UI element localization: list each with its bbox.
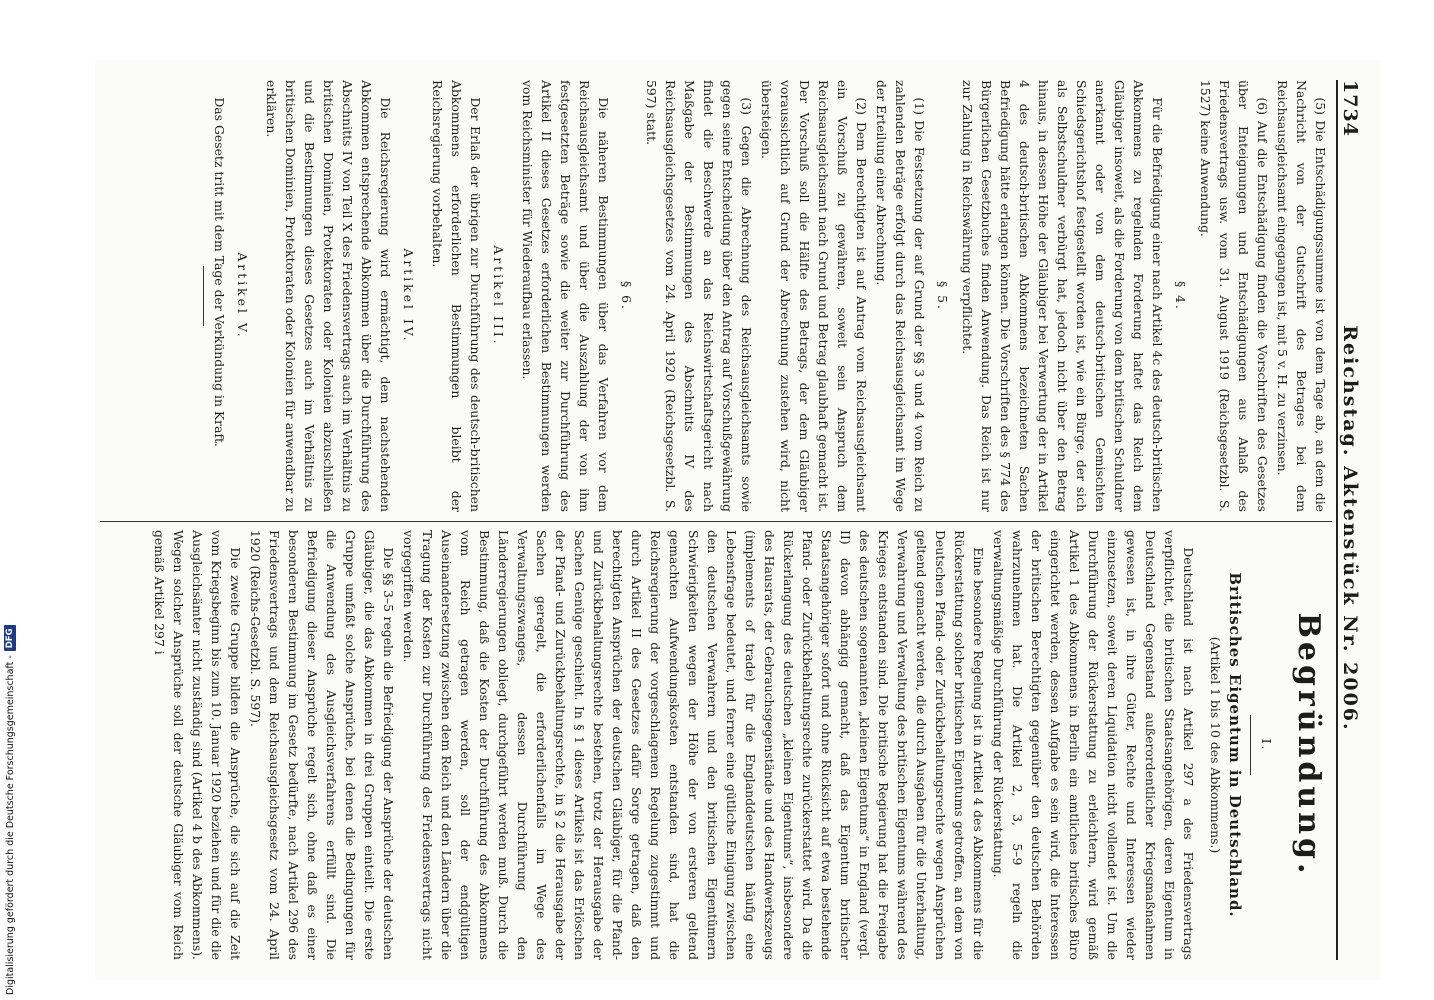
body-paragraph: Eine besondere Regelung ist in Artikel 4 des Abkommens für die Rückerstattung solcher britischen Eigentums getroffen, an dem von Deutschen Pfand- oder Zurückbehaltungsrechte wegen Ansprüchen geltend gemacht werden, die durch Ausgaben für die Unterhaltung, Verwahrung und Verwaltung des britischen Eigentums während des Krieges entstanden sind. Die britische Regierung hat die Freigabe des deutschen sogenannten „kleinen Eigentums“ in England (vergl. II) davon abhängig gemacht, daß das Eigentum britischer Staatsangehöriger sofort und ohne Rücksicht auf etwa bestehende Pfand- oder Zurückbehaltungsrechte zurückerstattet wird. Da die Rückerlangung des deutschen „kleinen Eigentums“, insbesondere des Hausrats, der Gebrauchsgegenstände und des Handwerkszeugs (implements of trade) für die Englanddeutschen häufig eine Lebensfrage bedeutet, und ferner eine gütliche Einigung zwischen den deutschen Verwahrern und den britischen Eigentümern Schwierigkeiten wegen der Höhe der von ersteren geltend gemachten Aufwendungskosten entstanden sind, hat die Reichsregierung der vorgeschlagenen Regelung zugestimmt und durch Artikel II des Gesetzes dafür Sorge getragen, daß den berechtigten Ansprüchen der deutschen Gläubiger, für die Pfand- und Zurückbehaltungsrechte bestehen, trotz der Herausgabe der Sachen Genüge geschieht. In § 1 dieses Artikels ist das Erlöschen der Pfand- und Zurückbehaltungsrechte, in § 2 die Herausgabe der Sachen geregelt, die erforderlichenfalls im Wege des Verwaltungszwanges, dessen Durchführung den Länderregierungen obliegt, durchgeführt werden muß. Durch die Bestimmung, daß die Kosten der Durchführung des Abkommens vom Reich getragen werden, soll der endgültigen Auseinandersetzung zwischen dem Reich und den Ländern über die Tragung der Kosten zur Durchführung des Friedensvertrags nicht vorgegriffen werden. xyxy=(401,530,986,960)
body-paragraph: Die zweite Gruppe bilden die Ansprüche, die sich auf die Zeit vom Kriegsbeginn bis zum 10. Januar 1920 beziehen und für die die Ausgleichsämter nicht zuständig sind (Artikel 4 b des Abkommens). Wegen solcher Ansprüche soll der deutsche Gläubiger vom Reich gemäß Artikel 297 i xyxy=(152,530,243,960)
section-subheading: (Artikel 1 bis 10 des Abkommens.) xyxy=(1208,636,1223,854)
body-paragraph: Die §§ 3–5 regeln die Befriedigung der Ansprüche der deutschen Gläubiger, die das Abkommen in drei Gruppen einteilt. Die erste Gruppe umfaßt solche Ansprüche, bei denen die Bedingungen für die Anwendung des Ausgleichsverfahrens erfüllt sind. Die Befriedigung dieser Ansprüche regelt sich, ohne daß es einer besonderen Bestimmung im Gesetz bedürfte, nach Artikel 296 des Friedensvertrags und dem Reichsausgleichsgesetz vom 24. April 1920 (Reichs-Gesetzbl. S. 597). xyxy=(248,530,396,960)
article-heading: Artikel III. xyxy=(491,245,506,347)
body-paragraph: (2) Dem Berechtigten ist auf Antrag vom Reichsausgleichsamt ein Vorschuß zu gewähren, soweit sein Anspruch dem Reichsausgleichsamt nach Grund und Betrag glaubhaft gemacht ist. Der Vorschuß soll die Hälfte des Betrags, der dem Gläubiger voraussichtlich auf Grund der Abrechnung zustehen wird, nicht übersteigen. xyxy=(759,80,869,512)
section-heading: Britisches Eigentum in Deutschland. xyxy=(1226,572,1244,918)
page-header-title: Reichstag. Aktenstück Nr. 2006. xyxy=(1339,325,1361,732)
left-column xyxy=(100,80,1330,512)
dfg-logo: DFG xyxy=(4,625,16,651)
body-paragraph: (3) Gegen die Abrechnung des Reichsausgleichsamts sowie gegen seine Entscheidung über den Antrag auf Vorschußgewährung findet die Beschwerde an das Reichswirtschaftsgericht nach Maßgabe der Bestimmungen des Abschnitts IV des Reichsausgleichsgesetzes vom 24. April 1920 (Reichsgesetzbl. S. 597) statt. xyxy=(644,80,754,512)
digitization-credit xyxy=(2,610,20,995)
paragraph-heading: § 6. xyxy=(619,281,634,311)
paragraph-heading: § 4. xyxy=(1173,281,1188,311)
body-paragraph: Der Erlaß der übrigen zur Durchführung des deutsch-britischen Abkommens erforderlichen Bestimmungen bleibt der Reichsregierung vorbehalten. xyxy=(430,80,483,512)
body-paragraph: Das Gesetz tritt mit dem Tage der Verkündung in Kraft. xyxy=(212,97,227,447)
document-page xyxy=(95,60,1380,980)
begruendung-title: Begründung. xyxy=(1291,612,1326,878)
section-number: I. xyxy=(1259,738,1274,752)
body-paragraph: Die näheren Bestimmungen über das Verfahren vor dem Reichsausgleichsamt und über die Auszahlung der von ihm festgesetzten Beträge sowie die weiter zur Durchführung des Artikel II dieses Gesetzes erforderlichen Bestimmungen werden vom Reichsminister für Wiederaufbau erlassen. xyxy=(520,80,611,512)
right-column-body xyxy=(150,530,1198,960)
section-rule xyxy=(1250,715,1251,775)
page-header xyxy=(1336,80,1374,960)
body-paragraph: (1) Die Festsetzung der auf Grund der §§ 3 und 4 vom Reich zu zahlenden Beträge erfolgt durch das Reichsausgleichsamt im Wege der Erteilung einer Abrechnung. xyxy=(874,80,927,512)
paragraph-heading: § 5. xyxy=(935,281,950,311)
article-heading: Artikel V. xyxy=(235,252,250,340)
body-paragraph: Deutschland ist nach Artikel 297 a des Friedensvertrags verpflichtet, die britischen Staatsangehörigen, deren Eigentum in Deutschland Gegenstand außerordentlicher Kriegsmaßnahmen gewesen ist, in ihre Güter, Rechte und Interessen wieder einzusetzen, soweit deren Liquidation nicht vollendet ist. Um die Durchführung der Rückerstattung zu erleichtern, wird gemäß Artikel 1 des Abkommens in Berlin ein amtliches britisches Büro eingerichtet werden, dessen Aufgabe es sein wird, die Interessen der britischen Berechtigten gegenüber den deutschen Behörden wahrzunehmen hat. Die Artikel 2, 3, 5–9 regeln die verwaltungsmäßige Durchführung der Rückerstattung. xyxy=(991,530,1196,960)
closing-rule xyxy=(203,266,204,326)
body-paragraph: (6) Auf die Entschädigung finden die Vorschriften des Gesetzes über Enteignungen und Entschädigungen aus Anlaß des Friedensvertrags usw. vom 31. August 1919 (Reichsgesetzbl. S. 1527) keine Anwendung. xyxy=(1198,80,1270,512)
body-paragraph: Für die Befriedigung einer nach Artikel 4c des deutsch-britischen Abkommens zu regelnden Forderung haftet das Reich dem Gläubiger insoweit, als die Forderung von dem britischen Schuldner anerkannt oder von dem deutsch-britischen Gemischten Schiedsgerichtshof festgestellt worden ist, wie ein Bürge, der sich als Selbstschuldner verbürgt hat, jedoch nicht über den Betrag hinaus, in dessen Höhe der Gläubiger bei Verwertung der in Artikel 4 des deutsch-britischen Abkommens bezeichneten Sachen Befriedigung hätte erlangen können. Die Vorschriften des § 774 des Bürgerlichen Gesetzbuches finden Anwendung. Das Reich ist nur zur Zahlung in Reichswährung verpflichtet. xyxy=(960,80,1165,512)
article-heading: Artikel IV. xyxy=(401,248,416,344)
body-paragraph: (5) Die Entschädigungssumme ist von dem Tage ab, an dem die Nachricht von der Gutschrift des Betrages bei dem Reichsausgleichsamt eingegangen ist, mit 5 v. H. zu verzinsen. xyxy=(1275,80,1328,512)
digitization-credit-text: Digitalisierung gefördert durch die Deutsche Forschungsgemeinschaft - xyxy=(4,655,16,995)
page-number: 1734 xyxy=(1339,80,1361,137)
right-column xyxy=(100,530,1330,960)
body-paragraph: Die Reichsregierung wird ermächtigt, dem nachstehenden Abkommen entsprechende Abkommen über die Durchführung des Abschnitts IV von Teil X des Friedensvertrags auch im Verhältnis zu britischen Dominien, Protektoraten oder Kolonien abzuschließen und die Bestimmungen dieses Gesetzes auch im Verhältnis zu britischen Dominien, Protektoraten oder Kolonien für anwendbar zu erklären. xyxy=(264,80,393,512)
column-divider xyxy=(100,521,1332,522)
